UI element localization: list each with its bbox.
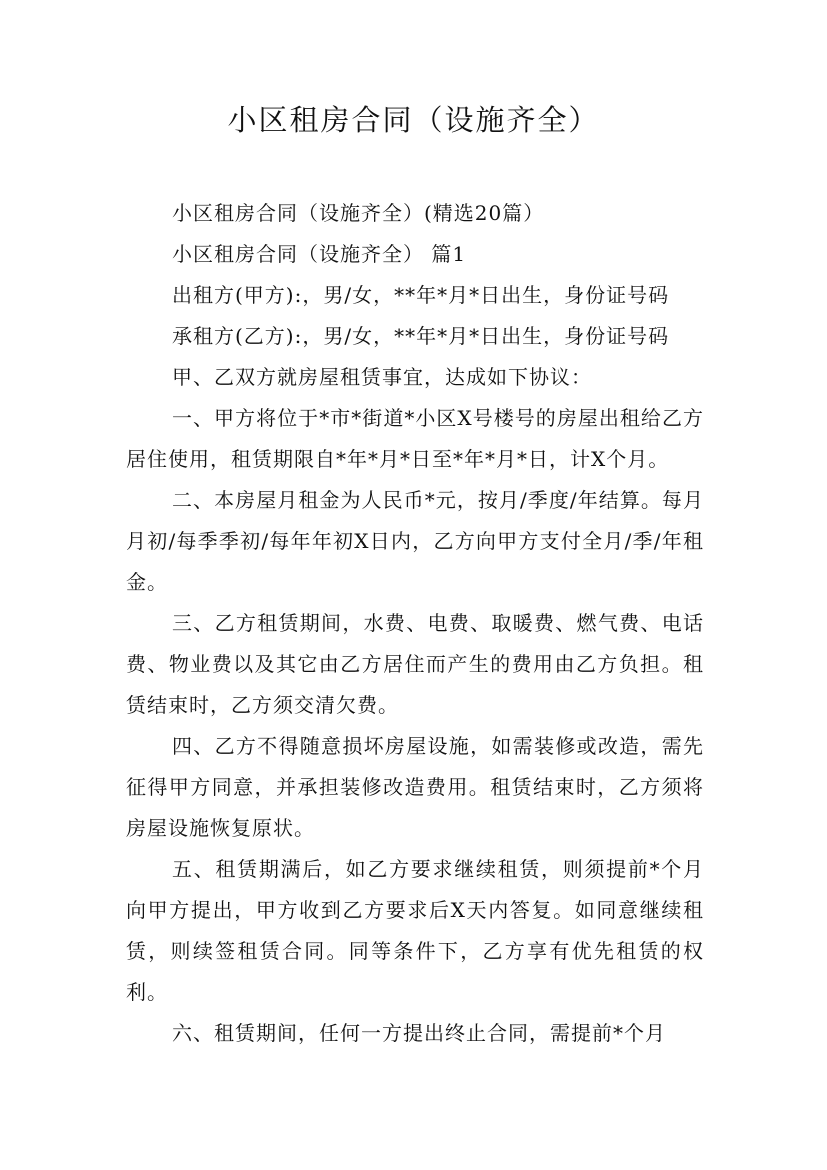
clause-3: 三、乙方租赁期间，水费、电费、取暖费、燃气费、电话费、物业费以及其它由乙方居住而产生的费用由乙方负担。租赁结束时，乙方须交清欠费。 xyxy=(126,611,704,717)
clause-5: 五、租赁期满后，如乙方要求继续租赁，则须提前*个月向甲方提出，甲方收到乙方要求后X天内答复。如同意继续租赁，则续签租赁合同。同等条件下，乙方享有优先租赁的权利。 xyxy=(126,857,704,1004)
subtitle-line: 小区租房合同（设施齐全）(精选20篇） xyxy=(172,201,545,225)
clause-4: 四、乙方不得随意损坏房屋设施，如需装修或改造，需先征得甲方同意，并承担装修改造费用。租赁结束时，乙方须将房屋设施恢复原状。 xyxy=(126,734,704,840)
document-body xyxy=(126,193,704,1054)
clause-2: 二、本房屋月租金为人民币*元，按月/季度/年结算。每月月初/每季季初/每年年初X日内，乙方向甲方支付全月/季/年租金。 xyxy=(126,488,704,594)
lessee-line: 承租方(乙方):，男/女，**年*月*日出生，身份证号码 xyxy=(172,324,670,348)
section-heading: 小区租房合同（设施齐全） 篇1 xyxy=(172,242,467,266)
clause-6: 六、租赁期间，任何一方提出终止合同，需提前*个月 xyxy=(172,1021,666,1045)
agreement-intro: 甲、乙双方就房屋租赁事宜，达成如下协议： xyxy=(172,365,592,389)
document-title: 小区租房合同（设施齐全） xyxy=(227,103,600,137)
lessor-line: 出租方(甲方):，男/女，**年*月*日出生，身份证号码 xyxy=(172,283,670,307)
clause-1: 一、甲方将位于*市*街道*小区X号楼号的房屋出租给乙方居住使用，租赁期限自*年*月*日至*年*月*日，计X个月。 xyxy=(126,406,704,471)
